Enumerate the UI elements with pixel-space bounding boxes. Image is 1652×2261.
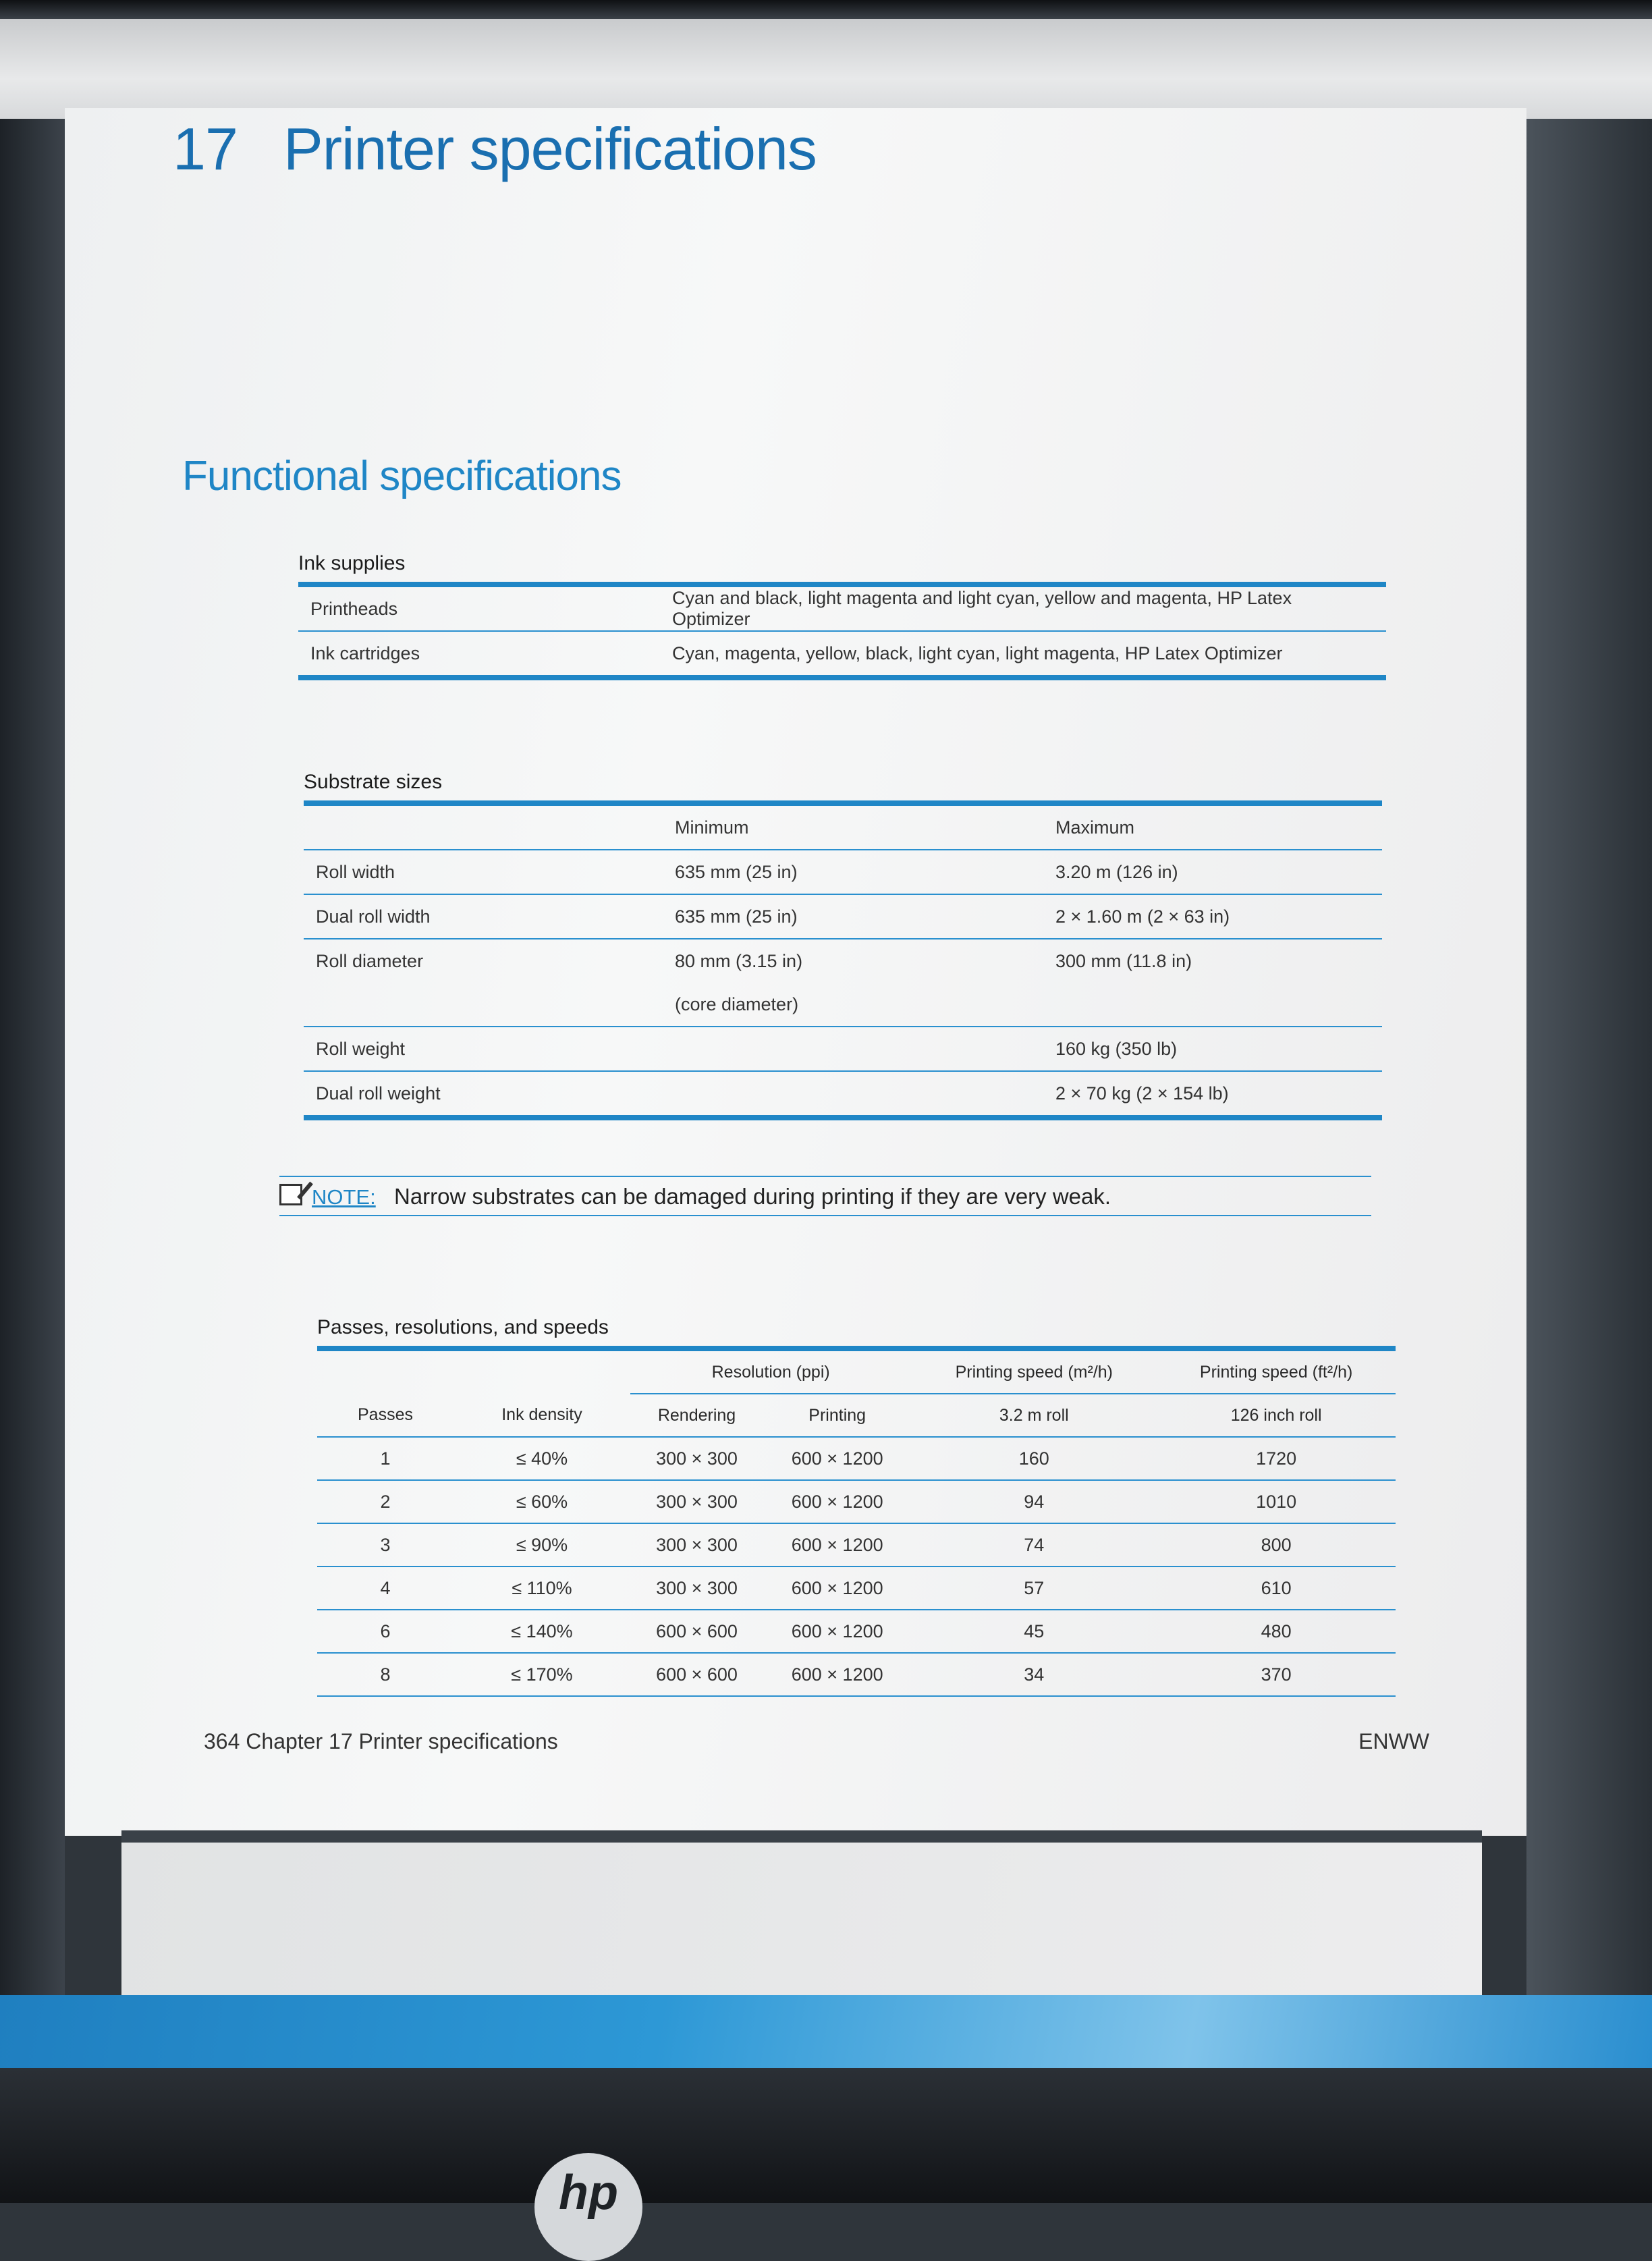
rendering-cell: 600 × 600 bbox=[630, 1610, 763, 1653]
taskbar[interactable] bbox=[0, 1995, 1652, 2068]
ink-density-cell: ≤ 60% bbox=[453, 1480, 630, 1523]
passes-cell: 8 bbox=[317, 1653, 453, 1696]
table-row bbox=[304, 983, 1382, 1027]
table-row bbox=[317, 1610, 1396, 1653]
column-header: Ink density bbox=[453, 1394, 630, 1437]
column-header: Passes bbox=[317, 1394, 453, 1437]
row-label: Roll width bbox=[304, 850, 663, 894]
rendering-cell: 300 × 300 bbox=[630, 1480, 763, 1523]
ink-density-cell: ≤ 110% bbox=[453, 1567, 630, 1610]
speed-ft2-cell: 370 bbox=[1157, 1653, 1396, 1696]
next-page-preview[interactable] bbox=[121, 1843, 1482, 1995]
row-label: Printheads bbox=[298, 584, 660, 631]
speed-m2-cell: 160 bbox=[911, 1437, 1157, 1480]
row-label: Roll diameter bbox=[316, 950, 424, 971]
min-value: (core diameter) bbox=[663, 983, 1043, 1027]
chapter-number: 17 bbox=[173, 115, 238, 182]
table-group-header-row bbox=[317, 1349, 1396, 1394]
table-row bbox=[317, 1480, 1396, 1523]
speed-m2-cell: 94 bbox=[911, 1480, 1157, 1523]
section-title: Functional specifications bbox=[182, 453, 622, 499]
max-value: 160 kg (350 lb) bbox=[1043, 1027, 1382, 1071]
row-label: Ink cartridges bbox=[298, 631, 660, 678]
rendering-cell: 300 × 300 bbox=[630, 1437, 763, 1480]
printing-cell: 600 × 1200 bbox=[763, 1523, 911, 1567]
column-header bbox=[304, 803, 663, 850]
page-separator bbox=[121, 1830, 1482, 1843]
viewer-right-margin bbox=[1526, 119, 1652, 1995]
max-value: 2 × 70 kg (2 × 154 lb) bbox=[1043, 1071, 1382, 1118]
row-label: Roll weight bbox=[304, 1027, 663, 1071]
table-row bbox=[304, 1071, 1382, 1118]
note-box bbox=[279, 1176, 1371, 1216]
passes-cell: 2 bbox=[317, 1480, 453, 1523]
table-row bbox=[317, 1567, 1396, 1610]
table-row bbox=[298, 631, 1386, 678]
speed-ft2-cell: 1720 bbox=[1157, 1437, 1396, 1480]
note-pencil-icon bbox=[279, 1184, 302, 1205]
speed-m2-cell: 34 bbox=[911, 1653, 1157, 1696]
table-header-row bbox=[304, 803, 1382, 850]
column-header: Rendering bbox=[630, 1394, 763, 1437]
speed-ft2-cell: 1010 bbox=[1157, 1480, 1396, 1523]
hp-logo-icon bbox=[534, 2153, 642, 2261]
column-header: Maximum bbox=[1043, 803, 1382, 850]
table-header-row bbox=[317, 1394, 1396, 1437]
passes-cell: 3 bbox=[317, 1523, 453, 1567]
speed-m2-cell: 57 bbox=[911, 1567, 1157, 1610]
note-label: NOTE: bbox=[312, 1185, 376, 1209]
chapter-heading bbox=[173, 115, 817, 184]
max-value bbox=[1043, 983, 1382, 1027]
chapter-title: Printer specifications bbox=[283, 115, 817, 182]
table-row bbox=[304, 1027, 1382, 1071]
ink-density-cell: ≤ 140% bbox=[453, 1610, 630, 1653]
passes-cell: 6 bbox=[317, 1610, 453, 1653]
note-text: Narrow substrates can be damaged during printing if they are very weak. bbox=[394, 1184, 1111, 1209]
table-row bbox=[317, 1653, 1396, 1696]
table-caption: Passes, resolutions, and speeds bbox=[317, 1316, 609, 1338]
row-label: Dual roll width bbox=[304, 894, 663, 939]
table-row bbox=[298, 584, 1386, 631]
max-value: 300 mm (11.8 in) bbox=[1055, 950, 1192, 971]
footer-locale: ENWW bbox=[1358, 1729, 1429, 1753]
min-value: 635 mm (25 in) bbox=[663, 894, 1043, 939]
speed-ft2-cell: 800 bbox=[1157, 1523, 1396, 1567]
table-row bbox=[304, 939, 1382, 983]
min-value bbox=[663, 1071, 1043, 1118]
min-value: 80 mm (3.15 in) bbox=[675, 950, 803, 971]
speed-m2-cell: 74 bbox=[911, 1523, 1157, 1567]
table-row bbox=[304, 894, 1382, 939]
speed-ft2-cell: 610 bbox=[1157, 1567, 1396, 1610]
monitor-bottom-bezel bbox=[0, 2068, 1652, 2203]
rendering-cell: 300 × 300 bbox=[630, 1567, 763, 1610]
ink-density-cell: ≤ 170% bbox=[453, 1653, 630, 1696]
column-header: 3.2 m roll bbox=[911, 1394, 1157, 1437]
viewer-left-margin bbox=[0, 119, 65, 1995]
monitor-top-bezel bbox=[0, 0, 1652, 19]
rendering-cell: 300 × 300 bbox=[630, 1523, 763, 1567]
table-row bbox=[317, 1437, 1396, 1480]
row-label bbox=[304, 983, 663, 1027]
max-value: 3.20 m (126 in) bbox=[1043, 850, 1382, 894]
table-row bbox=[317, 1523, 1396, 1567]
passes-cell: 1 bbox=[317, 1437, 453, 1480]
row-value: Cyan and black, light magenta and light cyan, yellow and magenta, HP Latex Optimizer bbox=[660, 584, 1386, 631]
group-header-speed-ft2: Printing speed (ft²/h) bbox=[1157, 1349, 1396, 1394]
column-header: 126 inch roll bbox=[1157, 1394, 1396, 1437]
min-value: 635 mm (25 in) bbox=[663, 850, 1043, 894]
printing-cell: 600 × 1200 bbox=[763, 1480, 911, 1523]
min-value bbox=[663, 1027, 1043, 1071]
speed-m2-cell: 45 bbox=[911, 1610, 1157, 1653]
page-footer bbox=[204, 1729, 1429, 1754]
footer-page-info: 364 Chapter 17 Printer specifications bbox=[204, 1729, 558, 1753]
max-value: 2 × 1.60 m (2 × 63 in) bbox=[1043, 894, 1382, 939]
column-header: Minimum bbox=[663, 803, 1043, 850]
printing-cell: 600 × 1200 bbox=[763, 1567, 911, 1610]
speed-ft2-cell: 480 bbox=[1157, 1610, 1396, 1653]
printing-cell: 600 × 1200 bbox=[763, 1653, 911, 1696]
printing-cell: 600 × 1200 bbox=[763, 1610, 911, 1653]
viewer-toolbar-area bbox=[0, 19, 1652, 119]
printing-cell: 600 × 1200 bbox=[763, 1437, 911, 1480]
row-value: Cyan, magenta, yellow, black, light cyan, light magenta, HP Latex Optimizer bbox=[660, 631, 1386, 678]
rendering-cell: 600 × 600 bbox=[630, 1653, 763, 1696]
document-page bbox=[65, 108, 1526, 1836]
hp-logo-text: hp bbox=[559, 2166, 618, 2220]
column-header: Printing bbox=[763, 1394, 911, 1437]
table-row bbox=[304, 850, 1382, 894]
table-caption: Substrate sizes bbox=[304, 771, 443, 793]
substrate-sizes-table bbox=[304, 771, 1382, 1120]
passes-resolutions-speeds-table bbox=[317, 1316, 1396, 1697]
row-label: Dual roll weight bbox=[304, 1071, 663, 1118]
passes-cell: 4 bbox=[317, 1567, 453, 1610]
group-header-resolution: Resolution (ppi) bbox=[630, 1349, 911, 1394]
ink-density-cell: ≤ 40% bbox=[453, 1437, 630, 1480]
group-header-speed-m2: Printing speed (m²/h) bbox=[911, 1349, 1157, 1394]
table-caption: Ink supplies bbox=[298, 552, 406, 574]
ink-supplies-table bbox=[298, 552, 1386, 680]
ink-density-cell: ≤ 90% bbox=[453, 1523, 630, 1567]
